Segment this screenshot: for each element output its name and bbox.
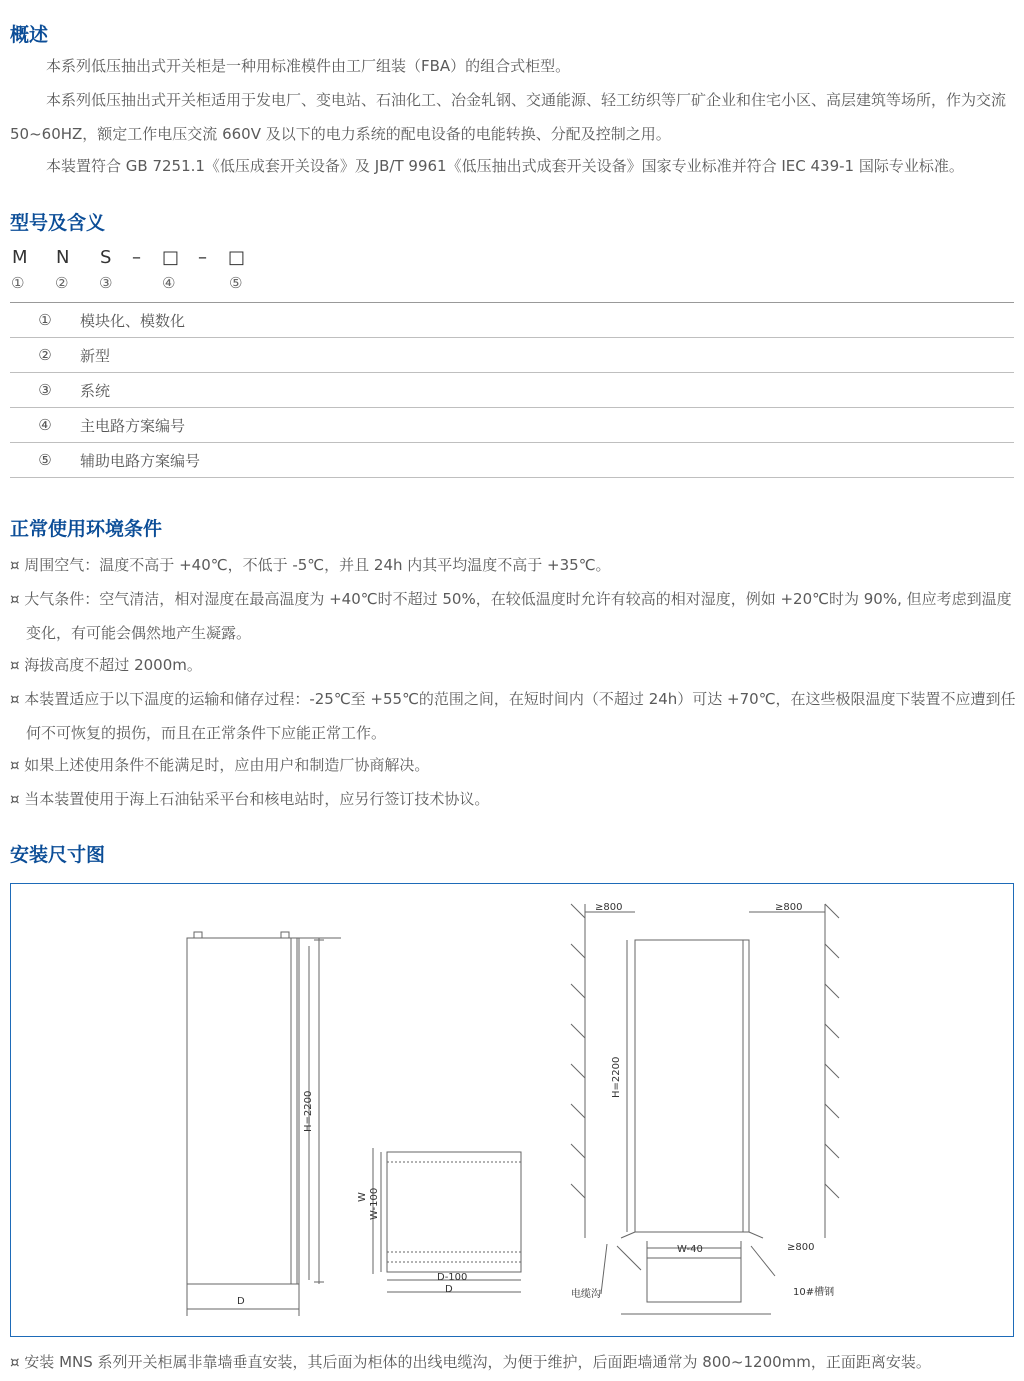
model-marker: ③ bbox=[99, 274, 113, 292]
environment-item: ¤ 周围空气：温度不高于 +40℃，不低于 -5℃，并且 24h 内其平均温度不高于 +35℃。 bbox=[10, 556, 611, 574]
row-description: 辅助电路方案编号 bbox=[80, 451, 201, 470]
label-w: W bbox=[357, 1192, 368, 1202]
environment-item: ¤ 本装置适应于以下温度的运输和储存过程：-25℃至 +55℃的范围之间，在短时间内（不超过 24h）可达 +70℃，在这些极限温度下装置不应遭到任何不可恢复的损伤，而且在正常条件下应能正常工作。 bbox=[10, 690, 1016, 742]
plan-view-cabinet bbox=[373, 1148, 521, 1292]
table-row bbox=[10, 373, 1014, 408]
label-channel-steel: 10#槽钢 bbox=[793, 1287, 835, 1298]
install-note: ¤ 安装 MNS 系列开关柜属非靠墙垂直安装，其后面为柜体的出线电缆沟，为便于维护，后面距墙通常为 800~1200mm，正面距离安装。 bbox=[10, 1353, 931, 1371]
side-view-cabinet bbox=[187, 932, 341, 1316]
overview-paragraph-2: 本系列低压抽出式开关柜适用于发电厂、变电站、石油化工、冶金轧钢、交通能源、轻工纺织等厂矿企业和住宅小区、高层建筑等场所，作为交流 50~60HZ，额定工作电压交流 660V 及以下的电力系统的配电设备的电能转换、分配及控制之用。 bbox=[10, 91, 1007, 143]
model-title: 型号及含义 bbox=[10, 212, 106, 234]
label-w40: W-40 bbox=[677, 1244, 703, 1255]
label-ge800-left: ≥800 bbox=[595, 902, 623, 913]
installation-drawing bbox=[11, 884, 1013, 1336]
label-d: D bbox=[237, 1296, 245, 1307]
table-row bbox=[10, 338, 1014, 373]
model-code-char: – bbox=[132, 247, 141, 268]
label-h2200: H=2200 bbox=[303, 1090, 314, 1132]
model-meaning-table bbox=[10, 302, 1014, 478]
label-w100: W-100 bbox=[369, 1187, 380, 1220]
model-code-box: □ bbox=[228, 247, 246, 268]
row-number: ① bbox=[38, 311, 52, 329]
environment-item: ¤ 大气条件：空气清洁，相对湿度在最高温度为 +40℃时不超过 50%，在较低温度时允许有较高的相对湿度，例如 +20℃时为 90%, 但应考虑到温度变化，有可能会偶然地产生凝露。 bbox=[10, 590, 1012, 642]
model-code-char: N bbox=[56, 247, 70, 268]
environment-item: ¤ 当本装置使用于海上石油钻采平台和核电站时，应另行签订技术协议。 bbox=[10, 790, 490, 808]
label-d-plan: D bbox=[445, 1284, 453, 1295]
row-number: ③ bbox=[38, 381, 52, 399]
label-ge800-right: ≥800 bbox=[775, 902, 803, 913]
model-marker: ⑤ bbox=[229, 274, 243, 292]
environment-title: 正常使用环境条件 bbox=[10, 518, 163, 540]
table-row bbox=[10, 303, 1014, 338]
label-d100: D-100 bbox=[437, 1272, 468, 1283]
overview-title: 概述 bbox=[10, 24, 49, 46]
row-description: 新型 bbox=[80, 346, 111, 365]
row-description: 主电路方案编号 bbox=[80, 416, 186, 435]
row-description: 模块化、模数化 bbox=[80, 311, 186, 330]
model-marker: ④ bbox=[162, 274, 176, 292]
label-ge800-bottom: ≥800 bbox=[787, 1242, 815, 1253]
overview-paragraph-3: 本装置符合 GB 7251.1《低压成套开关设备》及 JB/T 9961《低压抽出式成套开关设备》国家专业标准并符合 IEC 439-1 国际专业标准。 bbox=[46, 157, 964, 175]
row-number: ④ bbox=[38, 416, 52, 434]
overview-paragraph-1: 本系列低压抽出式开关柜是一种用标准模件由工厂组装（FBA）的组合式柜型。 bbox=[46, 57, 571, 75]
label-h2200-front: H=2200 bbox=[611, 1056, 622, 1098]
model-marker: ② bbox=[55, 274, 69, 292]
environment-item: ¤ 如果上述使用条件不能满足时，应由用户和制造厂协商解决。 bbox=[10, 756, 430, 774]
install-title: 安装尺寸图 bbox=[10, 844, 106, 866]
row-description: 系统 bbox=[80, 381, 111, 400]
table-row bbox=[10, 443, 1014, 478]
model-marker: ① bbox=[11, 274, 25, 292]
label-cable-trench: 电缆沟 bbox=[571, 1289, 601, 1300]
environment-item: ¤ 海拔高度不超过 2000m。 bbox=[10, 656, 202, 674]
installation-drawing-frame bbox=[10, 883, 1014, 1337]
model-code-box: □ bbox=[162, 247, 180, 268]
model-code-char: M bbox=[12, 247, 28, 268]
table-row bbox=[10, 408, 1014, 443]
row-number: ⑤ bbox=[38, 451, 52, 469]
model-code-char: S bbox=[100, 247, 112, 268]
row-number: ② bbox=[38, 346, 52, 364]
model-code-char: – bbox=[198, 247, 207, 268]
